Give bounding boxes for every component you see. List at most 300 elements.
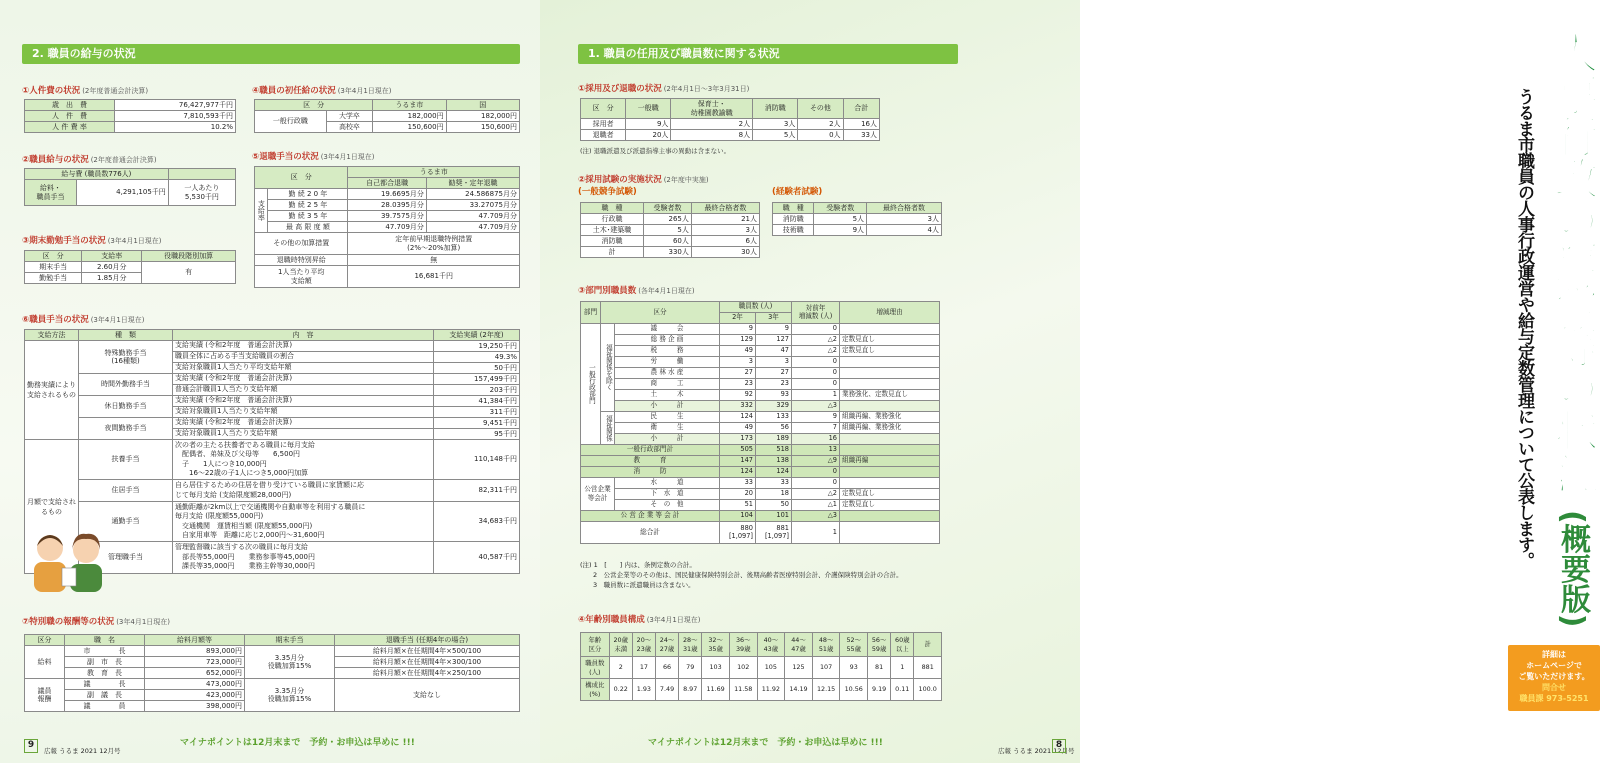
dept-footnote-line: 3 職員数に派遣職員は含まない。 (580, 581, 695, 589)
table-header: 退職手当 (任期4年の場合) (335, 635, 520, 646)
table-cell (840, 478, 940, 489)
s7-note: (3年4月1日現在) (116, 618, 171, 626)
s4-title: ④職員の初任給の状況 (252, 86, 336, 96)
table-cell: 3 (756, 357, 792, 368)
table-cell: 組織再編 (840, 456, 940, 467)
table-cell: 9 (792, 412, 840, 423)
hiring-footnote: (注) 退職派遣及び派遣指導主事の異動は含まない。 (580, 147, 731, 155)
per-capita-value: 5,530千円 (184, 192, 219, 201)
table-cell: 1 (792, 390, 840, 401)
table-cell: 土木･建築職 (581, 225, 644, 236)
table-cell: 147 (720, 456, 756, 467)
table-cell: △2 (792, 346, 840, 357)
subsection-title-allowances (22, 315, 145, 325)
table-cell: 公 営 企 業 等 会 計 (581, 511, 720, 522)
table-cell: 124 (756, 467, 792, 478)
table-cell: 給料 (25, 646, 65, 679)
table-cell: 18 (756, 489, 792, 500)
exam-type-experienced: (経験者試験) (772, 187, 823, 197)
table-cell: 業務強化、定数見直し (840, 390, 940, 401)
table-cell: 4,291,105千円 (77, 180, 169, 206)
table-header: 20～ 23歳 (632, 633, 655, 657)
table-cell: 一般行政部門計 (581, 445, 720, 456)
table-cell: 定数見直し (840, 489, 940, 500)
table-cell: 勤 続 2 0 年 (268, 189, 348, 200)
age-table (580, 632, 942, 701)
table-cell: 9人 (626, 119, 671, 130)
table-cell: 47 (756, 346, 792, 357)
table-cell: 125 (785, 657, 813, 679)
table-cell: 17 (632, 657, 655, 679)
table-cell: 商 工 (615, 379, 720, 390)
table-header: 職員数 (人) (720, 302, 792, 313)
s7-title: ⑦特別職の報酬等の状況 (22, 617, 115, 627)
s5-note: (3年4月1日現在) (320, 153, 375, 161)
table-cell: 182,000円 (373, 111, 446, 122)
table-cell: 給料月額×在任期間4年×500/100 (335, 646, 520, 657)
table-cell: 311千円 (434, 407, 520, 418)
table-cell: 人 件 費 (25, 111, 115, 122)
table-header: 役職段階別加算 (142, 251, 236, 262)
table-cell (840, 434, 940, 445)
table-header: 対前年 増減数 (人) (792, 302, 840, 324)
table-cell: 月額で支給されるもの (25, 440, 79, 574)
table-cell: 0 (792, 357, 840, 368)
table-cell: 8人 (671, 130, 753, 141)
table-header: 支給率 (82, 251, 142, 262)
table-cell: 支給対象職員1人当たり支給年額 (173, 429, 434, 440)
table-cell: 3.35月分 役職加算15% (245, 679, 335, 712)
table-cell: 下 水 道 (615, 489, 720, 500)
table-cell: 47.709月分 (348, 222, 426, 233)
table-cell: 7,810,593千円 (115, 111, 236, 122)
table-header: 24～ 27歳 (655, 633, 678, 657)
table-cell: 329 (756, 401, 792, 412)
table-cell: 100.0 (914, 679, 942, 701)
table-cell: 19,250千円 (434, 341, 520, 352)
table-cell: 7 (792, 423, 840, 434)
table-cell: 0 (792, 379, 840, 390)
r-s2-note: (2年度中実施) (663, 176, 709, 184)
table-cell: 7.49 (655, 679, 678, 701)
table-cell: 34,683千円 (434, 502, 520, 542)
table-cell: 農 林 水 産 (615, 368, 720, 379)
table-cell: 103 (702, 657, 730, 679)
table-cell: 3人 (753, 119, 798, 130)
table-cell: 182,000円 (446, 111, 519, 122)
table-cell: 高校卒 (326, 122, 373, 133)
table-cell: 881 (914, 657, 942, 679)
table-cell: 期末手当 (25, 262, 82, 273)
table-cell: 105 (757, 657, 785, 679)
table-header: 種 類 (79, 330, 173, 341)
table-cell: 880 [1,097] (720, 522, 756, 544)
r-s3-note: (各年4月1日現在) (638, 287, 695, 295)
table-cell: 定数見直し (840, 335, 940, 346)
table-header: 内 容 (173, 330, 434, 341)
table-cell: 505 (720, 445, 756, 456)
s2-note: (2年度普通会計決算) (90, 156, 157, 164)
table-cell: 住居手当 (79, 480, 173, 502)
table-cell: 議員 報酬 (25, 679, 65, 712)
dept-staff-table (580, 301, 940, 544)
table-header: 一般職 (626, 99, 671, 119)
table-cell: 2.60月分 (82, 262, 142, 273)
table-cell (840, 511, 940, 522)
table-cell: 勤 続 2 5 年 (268, 200, 348, 211)
table-cell: 支給なし (335, 679, 520, 712)
table-cell (840, 324, 940, 335)
table-cell: 16人 (843, 119, 879, 130)
table-header: 36～ 39歳 (729, 633, 757, 657)
table-cell: 133 (756, 412, 792, 423)
table-cell: 398,000円 (145, 701, 245, 712)
table-header: 年齢 区分 (581, 633, 610, 657)
table-cell: 税 務 (615, 346, 720, 357)
table-cell (840, 467, 940, 478)
table-cell: 採用者 (581, 119, 626, 130)
table-cell: 議 会 (615, 324, 720, 335)
table-cell: 支給実績 (令和2年度 普通会計決算) (173, 374, 434, 385)
table-cell: 33 (720, 478, 756, 489)
table-cell: 20 (720, 489, 756, 500)
table-cell: 124 (720, 467, 756, 478)
summary-badge: (概要版) (1555, 510, 1590, 628)
table-cell: 給料・ 職員手当 (25, 180, 77, 206)
table-cell: 勤勉手当 (25, 273, 82, 284)
table-cell: 9 (756, 324, 792, 335)
table-cell: 20人 (626, 130, 671, 141)
table-cell: 消防職 (581, 236, 644, 247)
s4-note: (3年4月1日現在) (337, 87, 392, 95)
table-cell: 支給対象職員1人当たり平均支給年額 (173, 363, 434, 374)
table-cell (840, 401, 940, 412)
right-page (540, 0, 1598, 763)
table-header: 給料月額等 (145, 635, 245, 646)
detail-line: 詳細は (1542, 650, 1566, 659)
staff-illustration (22, 528, 114, 594)
table-cell: 人 件 費 率 (25, 122, 115, 133)
table-cell: 職員数 (人) (581, 657, 610, 679)
table-header: 自己都合退職 (348, 178, 426, 189)
s3-note: (3年4月1日現在) (107, 237, 162, 245)
r-s3-title: ③部門別職員数 (578, 286, 637, 296)
table-cell: 10.2% (115, 122, 236, 133)
table-cell: 12.15 (812, 679, 840, 701)
table-cell: 173 (720, 434, 756, 445)
s1-title: ①人件費の状況 (22, 86, 81, 96)
table-cell: 副 市 長 (65, 657, 145, 668)
table-cell: 0人 (798, 130, 843, 141)
table-cell: 特殊勤務手当 (16種類) (79, 341, 173, 374)
exam-type-open: (一般競争試験) (578, 187, 637, 197)
table-cell: 11.58 (729, 679, 757, 701)
table-header: 区分 (25, 635, 65, 646)
dept-footnotes (580, 560, 903, 590)
table-cell: 定年前早期退職特例措置 (2%～20%加算) (348, 233, 520, 255)
mynapoint-banner: マイナポイントは12月末まで 予約・お申込は早めに !!! (180, 738, 415, 749)
table-header: 最終合格者数 (867, 203, 942, 214)
table-header: うるま市 (373, 100, 446, 111)
staff-salary-table (24, 168, 236, 206)
table-cell: 189 (756, 434, 792, 445)
table-cell: 3.35月分 役職加算15% (245, 646, 335, 679)
table-cell: 27 (756, 368, 792, 379)
table-cell: 49 (720, 346, 756, 357)
table-cell: 24.586875月分 (426, 189, 519, 200)
table-cell: 473,000円 (145, 679, 245, 690)
main-title: 人事行政の運営等の状況 (1547, 30, 1598, 492)
table-header: 20歳 未満 (609, 633, 632, 657)
table-header: 40～ 43歳 (757, 633, 785, 657)
table-header: 支給方法 (25, 330, 79, 341)
table-cell: 39.7575月分 (348, 211, 426, 222)
table-cell: 16 (792, 434, 840, 445)
table-cell: 休日勤務手当 (79, 396, 173, 418)
table-cell: 0.11 (891, 679, 914, 701)
detail-line: 問合せ (1542, 683, 1566, 692)
table-cell: その他の加算措置 (255, 233, 348, 255)
table-cell: 1.85月分 (82, 273, 142, 284)
table-cell: 76,427,977千円 (115, 100, 236, 111)
table-cell: 11.92 (757, 679, 785, 701)
table-cell: 723,000円 (145, 657, 245, 668)
table-cell: 9人 (814, 225, 867, 236)
table-cell: 0.22 (609, 679, 632, 701)
table-cell (840, 357, 940, 368)
table-cell: 2 (609, 657, 632, 679)
table-cell: 2人 (671, 119, 753, 130)
table-header: 48～ 51歳 (812, 633, 840, 657)
table-cell: 管理監督職に該当する次の職員に毎月支給 部長等55,000円 業務参事等45,000円 課長等35,000円 業務主幹等30,000円 (173, 542, 434, 574)
table-cell: 157,499千円 (434, 374, 520, 385)
table-cell: 最 高 限 度 額 (268, 222, 348, 233)
table-cell: 5人 (814, 214, 867, 225)
table-cell: 行政職 (581, 214, 644, 225)
section-heading-staffing: 1. 職員の任用及び職員数に関する状況 (578, 44, 958, 64)
table-cell: 普通会計職員1人当たり支給年額 (173, 385, 434, 396)
table-cell: 土 木 (615, 390, 720, 401)
table-header: 計 (914, 633, 942, 657)
subsection-title-retirement (252, 152, 375, 162)
bonus-table (24, 250, 236, 284)
table-header: 部門 (581, 302, 601, 324)
subsection-title-special-posts (22, 617, 170, 627)
people-illustration-icon (22, 528, 114, 594)
per-capita-label: 一人あたり (184, 184, 220, 193)
table-header: うるま市 (348, 167, 520, 178)
table-cell: 1 (891, 657, 914, 679)
table-cell: 27 (720, 368, 756, 379)
table-cell: 0 (792, 467, 840, 478)
table-cell: 福祉関係 (601, 412, 615, 445)
table-cell: △9 (792, 456, 840, 467)
r-s1-title: ①採用及び退職の状況 (578, 84, 662, 94)
table-cell: 50千円 (434, 363, 520, 374)
table-header: 区 分 (25, 251, 82, 262)
table-cell: 公営企業等会計 (581, 478, 615, 511)
table-cell: 102 (729, 657, 757, 679)
table-cell: 104 (720, 511, 756, 522)
table-cell (840, 379, 940, 390)
table-cell: 一般行政部門 (581, 324, 601, 445)
s3-title: ③期末勤勉手当の状況 (22, 236, 106, 246)
table-cell: 203千円 (434, 385, 520, 396)
table-cell: 3人 (867, 214, 942, 225)
table-cell: 小 計 (615, 434, 720, 445)
open-exam-table (580, 202, 760, 258)
table-cell: 支給率 (255, 189, 268, 233)
table-cell: 33.27075月分 (426, 200, 519, 211)
table-cell: 518 (756, 445, 792, 456)
table-cell: 歳 出 費 (25, 100, 115, 111)
table-cell: 332 (720, 401, 756, 412)
table-cell: 構成比 (%) (581, 679, 610, 701)
table-cell: 小 計 (615, 401, 720, 412)
table-cell: 101 (756, 511, 792, 522)
table-header: 2年 (720, 313, 756, 324)
table-cell: 49.3% (434, 352, 520, 363)
subsection-title-bonus (22, 236, 162, 246)
s1-note: (2年度普通会計決算) (82, 87, 149, 95)
table-header: 職 種 (773, 203, 814, 214)
table-cell: 議 長 (65, 679, 145, 690)
table-cell: 0 (792, 478, 840, 489)
table-cell: 勤 続 3 5 年 (268, 211, 348, 222)
table-cell: 通勤手当 (79, 502, 173, 542)
table-cell: 支給実績 (令和2年度 普通会計決算) (173, 418, 434, 429)
table-cell: 教 育 長 (65, 668, 145, 679)
table-cell: 81 (868, 657, 891, 679)
table-cell: 支給実績 (令和2年度 普通会計決算) (173, 341, 434, 352)
table-cell: △2 (792, 335, 840, 346)
table-header: 60歳 以上 (891, 633, 914, 657)
table-cell: 5人 (753, 130, 798, 141)
table-cell: 1 (792, 522, 840, 544)
table-cell: 19.6695月分 (348, 189, 426, 200)
table-cell: 21人 (691, 214, 759, 225)
table-header (168, 169, 235, 180)
table-cell: 16,681千円 (348, 266, 520, 288)
table-cell: 40,587千円 (434, 542, 520, 574)
table-cell: 127 (756, 335, 792, 346)
table-cell: 8.97 (679, 679, 702, 701)
table-cell: 30人 (691, 247, 759, 258)
table-cell: そ の 他 (615, 500, 720, 511)
r-s4-note: (3年4月1日現在) (646, 616, 701, 624)
table-cell: 79 (679, 657, 702, 679)
table-header: 区分 (601, 302, 720, 324)
table-cell: △1 (792, 500, 840, 511)
table-cell: 計 (581, 247, 644, 258)
table-cell: 23 (720, 379, 756, 390)
table-cell: 副 議 長 (65, 690, 145, 701)
table-cell: 水 道 (615, 478, 720, 489)
s6-title: ⑥職員手当の状況 (22, 315, 89, 325)
table-header: 国 (446, 100, 519, 111)
table-cell: 0 (792, 368, 840, 379)
table-cell: 95千円 (434, 429, 520, 440)
table-header: 職 名 (65, 635, 145, 646)
table-header: 職 種 (581, 203, 644, 214)
personnel-cost-table (24, 99, 236, 133)
special-posts-table (24, 634, 520, 712)
table-cell: 138 (756, 456, 792, 467)
table-cell: 41,384千円 (434, 396, 520, 407)
table-cell: 66 (655, 657, 678, 679)
table-header: 受験者数 (814, 203, 867, 214)
hiring-table (580, 98, 880, 141)
table-cell: 893,000円 (145, 646, 245, 657)
table-header: その他 (798, 99, 843, 119)
table-cell: 6人 (691, 236, 759, 247)
table-cell: 4人 (867, 225, 942, 236)
table-cell (840, 368, 940, 379)
table-cell: 職員全体に占める手当支給職員の割合 (173, 352, 434, 363)
detail-line: 職員課 973-5251 (1519, 694, 1589, 703)
table-header: 28～ 31歳 (679, 633, 702, 657)
table-cell: 支給実績 (令和2年度 普通会計決算) (173, 396, 434, 407)
subsection-title-starting-salary (252, 86, 392, 96)
table-header: 44～ 47歳 (785, 633, 813, 657)
table-cell: 50 (756, 500, 792, 511)
table-header: 52～ 55歳 (840, 633, 868, 657)
starting-salary-table (254, 99, 520, 133)
table-cell: 1人当たり平均 支給額 (255, 266, 348, 288)
subsection-title-staff-salary (22, 155, 157, 165)
table-cell: 組織再編、業務強化 (840, 412, 940, 423)
table-cell: 市 長 (65, 646, 145, 657)
table-cell: 定数見直し (840, 500, 940, 511)
table-cell: 423,000円 (145, 690, 245, 701)
table-cell: △3 (792, 401, 840, 412)
table-cell: 330人 (644, 247, 692, 258)
table-cell: 夜間勤務手当 (79, 418, 173, 440)
subsection-title-exams (578, 175, 709, 185)
table-cell: 給料月額×在任期間4年×300/100 (335, 657, 520, 668)
table-cell: 110,148千円 (434, 440, 520, 480)
table-cell: 有 (142, 262, 236, 284)
subsection-title-age (578, 615, 701, 625)
table-cell: 150,600円 (373, 122, 446, 133)
table-cell: 民 生 (615, 412, 720, 423)
table-cell: 49 (720, 423, 756, 434)
table-header: 期末手当 (245, 635, 335, 646)
s5-title: ⑤退職手当の状況 (252, 152, 319, 162)
table-header: 保育士・ 幼稚園教諭職 (671, 99, 753, 119)
table-header: 支給実績 (2年度) (434, 330, 520, 341)
table-cell: 定数見直し (840, 346, 940, 357)
table-cell: 124 (720, 412, 756, 423)
table-cell: 管理職手当 (79, 542, 173, 574)
table-cell: 28.0395月分 (348, 200, 426, 211)
table-cell: 3人 (691, 225, 759, 236)
detail-notice (1508, 645, 1600, 711)
table-header: 増減理由 (840, 302, 940, 324)
subsection-title-dept-staff (578, 286, 695, 296)
table-header: 56～ 59歳 (868, 633, 891, 657)
table-cell: 5人 (644, 225, 692, 236)
subsection-title-personnel-cost (22, 86, 148, 96)
table-cell: 47.709月分 (426, 222, 519, 233)
subsection-title-hiring (578, 84, 749, 94)
table-cell: 3 (720, 357, 756, 368)
page-number: 9 (24, 739, 38, 753)
table-cell: 9 (720, 324, 756, 335)
table-cell: 無 (348, 255, 520, 266)
dept-footnote-line: 2 公営企業等のその他は、国民健康保険特別会計、後期高齢者医療特別会計、介護保険特別会計の合計。 (580, 571, 903, 579)
table-cell: 総合計 (581, 522, 720, 544)
